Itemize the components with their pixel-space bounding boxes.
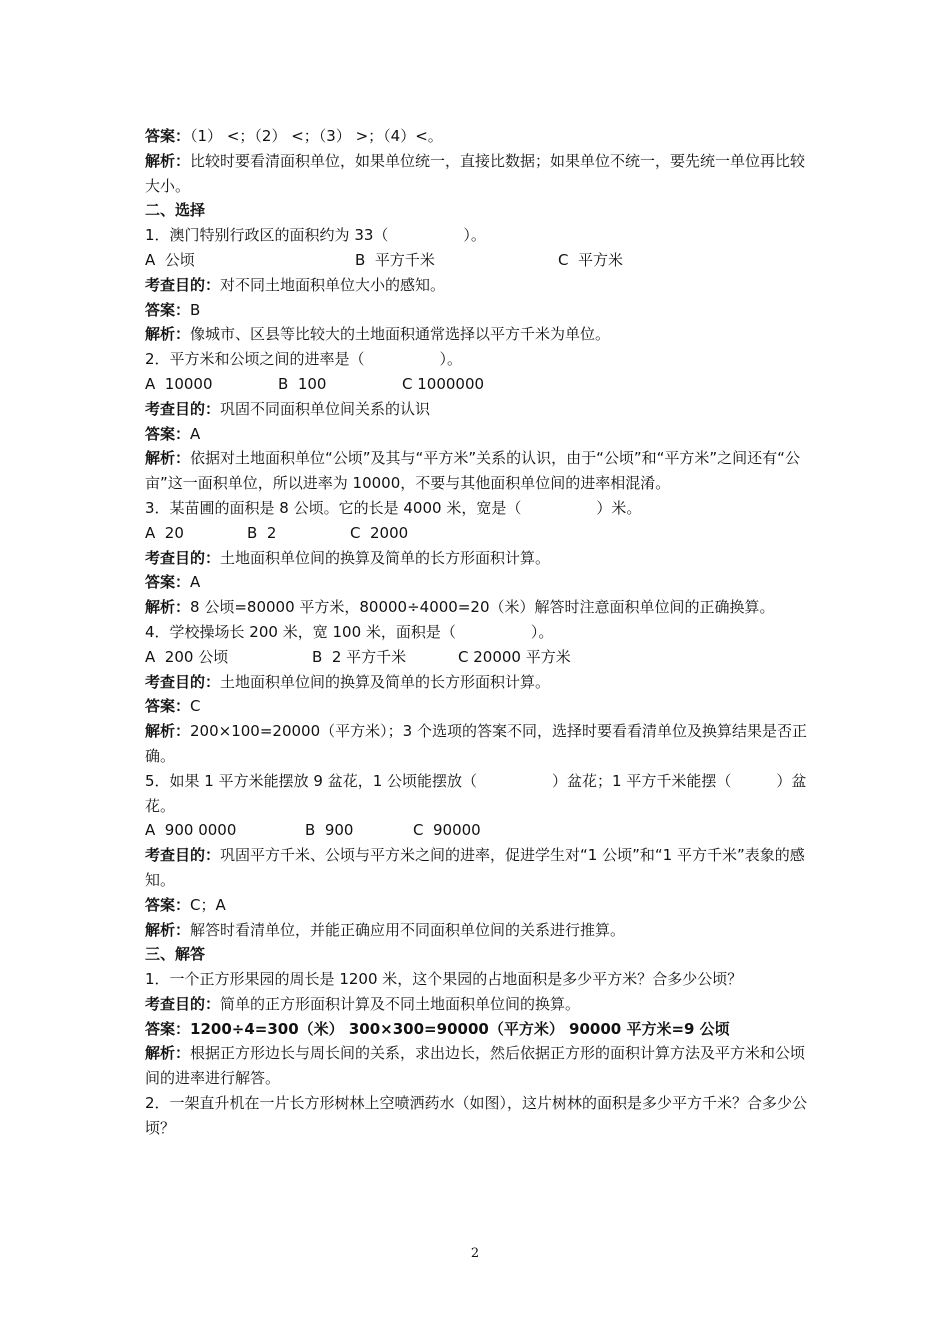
line-label: 解析：: [145, 1044, 191, 1063]
line-label: 答案：: [145, 127, 191, 145]
option-2: C 20000 平方米: [458, 647, 571, 666]
line-text: 比较时要看清面积单位，如果单位统一，直接比数据；如果单位不统一，要先统一单位再比较大小。: [145, 151, 806, 195]
option-0: A 900 0000: [145, 821, 237, 840]
question: 3．某苗圃的面积是 8 公顷。它的长是 4000 米，宽是（ ）米。: [145, 498, 642, 517]
line-text: 像城市、区县等比较大的土地面积通常选择以平方千米为单位。: [190, 325, 611, 344]
line-text: C: [190, 697, 201, 716]
line-text: 1200÷4=300（米） 300×300=90000（平方米） 90000 平方米=9 公顷: [190, 1019, 730, 1038]
line-text: （1） <；（2） <；（3） >；（4）<。: [190, 127, 443, 145]
option-2: C 90000: [413, 821, 481, 840]
line-label: 考查目的：: [145, 548, 221, 567]
page-number: 2: [470, 1246, 480, 1261]
answer-line: [145, 719, 820, 769]
answer-line: [145, 446, 820, 496]
line-text: 根据正方形边长与周长间的关系，求出边长，然后依据正方形的面积计算方法及平方米和公顷间的进率进行解答。: [145, 1044, 806, 1088]
answer-line: [145, 918, 820, 943]
line-label: 答案：: [145, 1019, 191, 1038]
answer-options: [145, 372, 820, 397]
option-2: C 2000: [350, 523, 409, 542]
answer-options: [145, 818, 820, 843]
option-1: B 100: [278, 374, 327, 393]
answer-line: [145, 670, 820, 695]
answer-line: [145, 322, 820, 347]
answer-line: [145, 843, 820, 893]
question: 1．澳门特别行政区的面积约为 33（ ）。: [145, 226, 486, 245]
answer-line: [145, 992, 820, 1017]
line-text: A: [190, 424, 201, 443]
line-label: 解析：: [145, 325, 191, 344]
answer-line: [145, 149, 820, 199]
line-label: 答案：: [145, 573, 191, 592]
line-label: 答案：: [145, 300, 191, 319]
line-text: C；A: [190, 895, 226, 914]
answer-line: [145, 397, 820, 422]
answer-options: [145, 521, 820, 546]
option-1: B 2 平方千米: [312, 647, 407, 666]
line-label: 考查目的：: [145, 672, 221, 691]
line-text: 土地面积单位间的换算及简单的长方形面积计算。: [220, 672, 551, 691]
answer-line: [145, 273, 820, 298]
answer-line: [145, 546, 820, 571]
line-label: 解析：: [145, 722, 191, 741]
line-label: 解析：: [145, 920, 191, 939]
line-label: 答案：: [145, 697, 191, 716]
option-0: A 10000: [145, 374, 213, 393]
line-text: 对不同土地面积单位大小的感知。: [220, 275, 446, 294]
answer-line: [145, 694, 820, 719]
line-text: A: [190, 573, 201, 592]
line-label: 解析：: [145, 449, 191, 468]
section-heading: 二、选择: [145, 201, 206, 220]
option-0: A 20: [145, 523, 184, 542]
answer-options: [145, 248, 820, 273]
option-1: B 平方千米: [355, 250, 435, 269]
answer-line: [145, 893, 820, 918]
option-1: B 900: [305, 821, 354, 840]
answer-line: [145, 298, 820, 323]
line-label: 考查目的：: [145, 275, 221, 294]
answer-line: [145, 570, 820, 595]
line-text: 解答时看清单位，并能正确应用不同面积单位间的关系进行推算。: [190, 920, 626, 939]
line-text: 8 公顷=80000 平方米，80000÷4000=20（米）解答时注意面积单位间的正确换算。: [190, 598, 775, 617]
option-2: C 1000000: [402, 374, 485, 393]
question: 4．学校操场长 200 米，宽 100 米，面积是（ ）。: [145, 622, 554, 641]
line-text: 简单的正方形面积计算及不同土地面积单位间的换算。: [220, 994, 581, 1013]
answer-line: [145, 124, 820, 149]
option-2: C 平方米: [558, 250, 624, 269]
line-label: 解析：: [145, 598, 191, 617]
answer-options: [145, 645, 820, 670]
answer-line: [145, 422, 820, 447]
answer-line: [145, 1041, 820, 1091]
answer-line: [145, 1017, 820, 1042]
line-label: 答案：: [145, 424, 191, 443]
line-label: 答案：: [145, 895, 191, 914]
line-label: 解析：: [145, 151, 191, 170]
line-text: B: [190, 300, 201, 319]
document-page: [145, 124, 820, 1141]
line-label: 考查目的：: [145, 994, 221, 1013]
line-label: 考查目的：: [145, 846, 221, 865]
line-text: 依据对土地面积单位“公顷”及其与“平方米”关系的认识，由于“公顷”和“平方米”之间还有“公亩”这一面积单位，所以进率为 10000，不要与其他面积单位间的进率相混淆。: [145, 449, 800, 493]
line-text: 土地面积单位间的换算及简单的长方形面积计算。: [220, 548, 551, 567]
line-text: 巩固平方千米、公顷与平方米之间的进率，促进学生对“1 公顷”和“1 平方千米”表象的感知。: [145, 846, 805, 889]
option-0: A 公顷: [145, 250, 195, 269]
line-text: 200×100=20000（平方米）；3 个选项的答案不同，选择时要看看清单位及换算结果是否正确。: [145, 722, 807, 765]
section-heading: 三、解答: [145, 945, 206, 964]
question: 2．平方米和公顷之间的进率是（ ）。: [145, 350, 463, 369]
option-1: B 2: [247, 523, 277, 542]
line-text: 巩固不同面积单位间关系的认识: [220, 399, 431, 418]
question: 1．一个正方形果园的周长是 1200 米，这个果园的占地面积是多少平方米？合多少公顷？: [145, 970, 743, 989]
question: 2．一架直升机在一片长方形树林上空喷洒药水（如图），这片树林的面积是多少平方千米？合多少公顷？: [145, 1094, 808, 1137]
question: 5．如果 1 平方米能摆放 9 盆花，1 公顷能摆放（ ）盆花；1 平方千米能摆（ ）盆花。: [145, 771, 807, 815]
answer-line: [145, 595, 820, 620]
line-label: 考查目的：: [145, 399, 221, 418]
option-0: A 200 公顷: [145, 647, 229, 666]
